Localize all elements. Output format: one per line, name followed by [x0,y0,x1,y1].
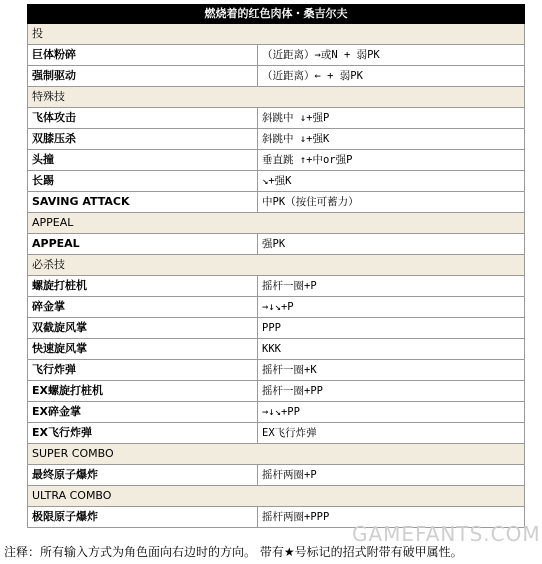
table-title: 燃烧着的红色肉体・桑吉尔夫 [28,5,525,24]
move-command: 摇杆一圈+PP [258,381,525,402]
move-command: 垂直跳 ↑+中or强P [258,150,525,171]
section-header-row [28,213,525,234]
section-header-row [28,444,525,465]
move-name: 长踢 [28,171,258,192]
move-name: 头撞 [28,150,258,171]
move-row [28,402,525,423]
move-row [28,108,525,129]
move-row [28,192,525,213]
move-row [28,150,525,171]
move-row [28,66,525,87]
move-command: →↓↘+PP [258,402,525,423]
watermark: GAMEFANTS.COM [352,522,541,546]
section-header: APPEAL [28,213,525,234]
move-name: 巨体粉碎 [28,45,258,66]
move-command: 强PK [258,234,525,255]
move-name: 极限原子爆炸 [28,507,258,528]
section-header: ULTRA COMBO [28,486,525,507]
move-command: →↓↘+P [258,297,525,318]
move-row [28,129,525,150]
section-header-row [28,486,525,507]
move-command: EX飞行炸弹 [258,423,525,444]
move-command: 摇杆两圈+PPP [258,507,525,528]
section-header: SUPER COMBO [28,444,525,465]
move-row [28,360,525,381]
move-command: 斜跳中 ↓+强P [258,108,525,129]
section-header: 投 [28,24,525,45]
move-row [28,45,525,66]
move-list-table [27,4,525,528]
move-command: ↘+强K [258,171,525,192]
move-name: EX螺旋打桩机 [28,381,258,402]
move-name: 碎金掌 [28,297,258,318]
move-row [28,318,525,339]
move-name: APPEAL [28,234,258,255]
move-command: PPP [258,318,525,339]
move-row [28,234,525,255]
move-name: 双截旋风掌 [28,318,258,339]
move-command: 摇杆一圈+P [258,276,525,297]
move-row [28,339,525,360]
section-header-row [28,255,525,276]
move-row [28,423,525,444]
move-name: 强制驱动 [28,66,258,87]
section-header-row [28,87,525,108]
move-command: 摇杆两圈+P [258,465,525,486]
move-name: SAVING ATTACK [28,192,258,213]
move-name: 快速旋风掌 [28,339,258,360]
move-row [28,171,525,192]
move-command: 中PK（按住可蓄力） [258,192,525,213]
move-name: EX碎金掌 [28,402,258,423]
section-header-row [28,24,525,45]
move-name: EX飞行炸弹 [28,423,258,444]
move-name: 双膝压杀 [28,129,258,150]
move-row [28,465,525,486]
move-row [28,297,525,318]
move-command: （近距离）→或N + 弱PK [258,45,525,66]
move-row [28,381,525,402]
section-header: 必杀技 [28,255,525,276]
move-command: KKK [258,339,525,360]
title-row [28,5,525,24]
move-command: （近距离）← + 弱PK [258,66,525,87]
move-row [28,276,525,297]
move-name: 最终原子爆炸 [28,465,258,486]
footnote: 注释：所有输入方式为角色面向右边时的方向。 带有★号标记的招式附带有破甲属性。 [4,545,463,559]
move-name: 飞行炸弹 [28,360,258,381]
move-command: 斜跳中 ↓+强K [258,129,525,150]
section-header: 特殊技 [28,87,525,108]
move-command: 摇杆一圈+K [258,360,525,381]
move-name: 飞体攻击 [28,108,258,129]
move-name: 螺旋打桩机 [28,276,258,297]
